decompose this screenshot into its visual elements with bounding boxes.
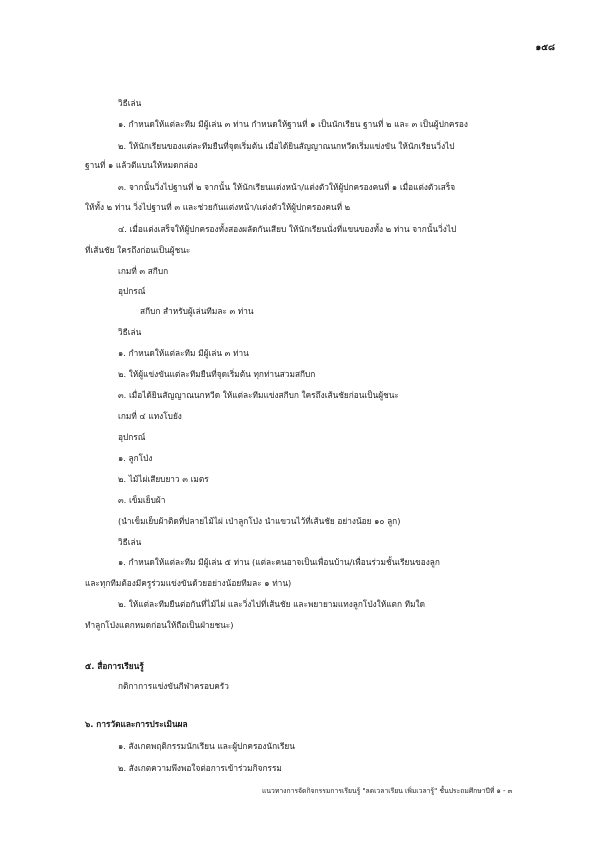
text-line: และทุกทีมต้องมีครูร่วมแข่งขันด้วยอย่างน้อยทีมละ ๑ ท่าน) [85, 578, 292, 588]
section-heading: ๕. สื่อการเรียนรู้ [85, 661, 144, 671]
game-heading: เกมที่ ๔ แทงโบยัง [118, 411, 182, 421]
page-number: ๑๕๘ [535, 43, 555, 53]
section-label: วิธีเล่น [118, 327, 142, 337]
text-line: ๑. กำหนดให้แต่ละทีม มีผู้เล่น ๓ ท่าน [118, 348, 249, 358]
text-line: ๑. สังเกตพฤติกรรมนักเรียน และผู้ปกครองนักเรียน [118, 741, 295, 751]
text-line: วิธีเล่น [118, 98, 142, 108]
text-line: ๒. ให้นักเรียนของแต่ละทีมยืนที่จุดเริ่มต้น เมื่อได้ยินสัญญาณนกหวีดเริ่มแข่งขัน ให้นักเรียนวิ่งไป [118, 141, 455, 151]
text-line: ๒. สังเกตความพึงพอใจต่อการเข้าร่วมกิจกรรม [118, 763, 282, 773]
text-line: ฐานที่ ๑ แล้วตีแบนให้หมดกล่อง [85, 160, 198, 170]
game-heading: เกมที่ ๓ สกีบก [118, 266, 169, 276]
text-line: ทำลูกโป่งแตกหมดก่อนให้ถือเป็นฝ่ายชนะ) [85, 620, 234, 630]
section-label: อุปกรณ์ [118, 432, 146, 442]
text-line: ๓. เข็มเย็บผ้า [118, 495, 166, 505]
text-line: ๑. กำหนดให้แต่ละทีม มีผู้เล่น ๕ ท่าน (แต่ละคนอาจเป็นเพื่อนบ้าน/เพื่อนร่วมชั้นเรียนของลูก [118, 557, 440, 567]
text-line: (นำเข็มเย็บผ้าติดที่ปลายไม้ไผ่ เป่าลูกโป่ง นำแขวนไว้ที่เส้นชัย อย่างน้อย ๑๐ ลูก) [118, 516, 401, 526]
text-line: สกีบก สำหรับผู้เล่นทีมละ ๓ ท่าน [140, 306, 254, 316]
text-line: ๒. ไม้ไผ่เสียบยาว ๓ เมตร [118, 474, 209, 484]
text-line: ๔. เมื่อแต่งเสร็จให้ผู้ปกครองทั้งสองผลัดกันเสียบ ให้นักเรียนนั่งที่แขนของทั้ง ๒ ท่าน จากนั้นวิ่งไป [118, 224, 457, 234]
section-label: วิธีเล่น [118, 537, 142, 547]
text-line: ๒. ให้ผู้แข่งขันแต่ละทีมยืนที่จุดเริ่มต้น ทุกท่านสวมสกีบก [118, 369, 316, 379]
text-line: ๑. ลูกโป่ง [118, 453, 153, 463]
page-footer: แนวทางการจัดกิจกรรมการเรียนรู้ "ลดเวลาเรียน เพิ่มเวลารู้" ชั้นประถมศึกษาปีที่ ๑ - ๓ [262, 787, 513, 795]
section-heading: ๖. การวัดและการประเมินผล [85, 719, 188, 729]
section-label: อุปกรณ์ [118, 286, 146, 296]
text-line: ๓. เมื่อได้ยินสัญญาณนกหวีด ให้แต่ละทีมแข่งสกีบก ใครถึงเส้นชัยก่อนเป็นผู้ชนะ [118, 390, 399, 400]
text-line: ที่เส้นชัย ใครถึงก่อนเป็นผู้ชนะ [85, 245, 191, 255]
text-line: ๒. ให้แต่ละทีมยืนต่อกันที่ไม้ไผ่ และวิ่งไปที่เส้นชัย และพยายามแทงลูกโป่งให้แตก ทีมใด [118, 599, 425, 609]
text-line: ๓. จากนั้นวิ่งไปฐานที่ ๒ จากนั้น ให้นักเรียนแต่งหน้า/แต่งตัวให้ผู้ปกครองคนที่ ๑ เมื่อแต่งตัวเสร็จ [118, 182, 456, 192]
text-line: กติกาการแข่งขันกีฬาครอบครัว [118, 681, 229, 691]
text-line: ๑. กำหนดให้แต่ละทีม มีผู้เล่น ๓ ท่าน กำหนดให้ฐานที่ ๑ เป็นนักเรียน ฐานที่ ๒ และ ๓ เป็นผู้ปกครอง [118, 119, 468, 129]
text-line: ให้ทั้ง ๒ ท่าน วิ่งไปฐานที่ ๓ และช่วยกันแต่งหน้า/แต่งตัวให้ผู้ปกครองคนที่ ๒ [85, 202, 351, 212]
